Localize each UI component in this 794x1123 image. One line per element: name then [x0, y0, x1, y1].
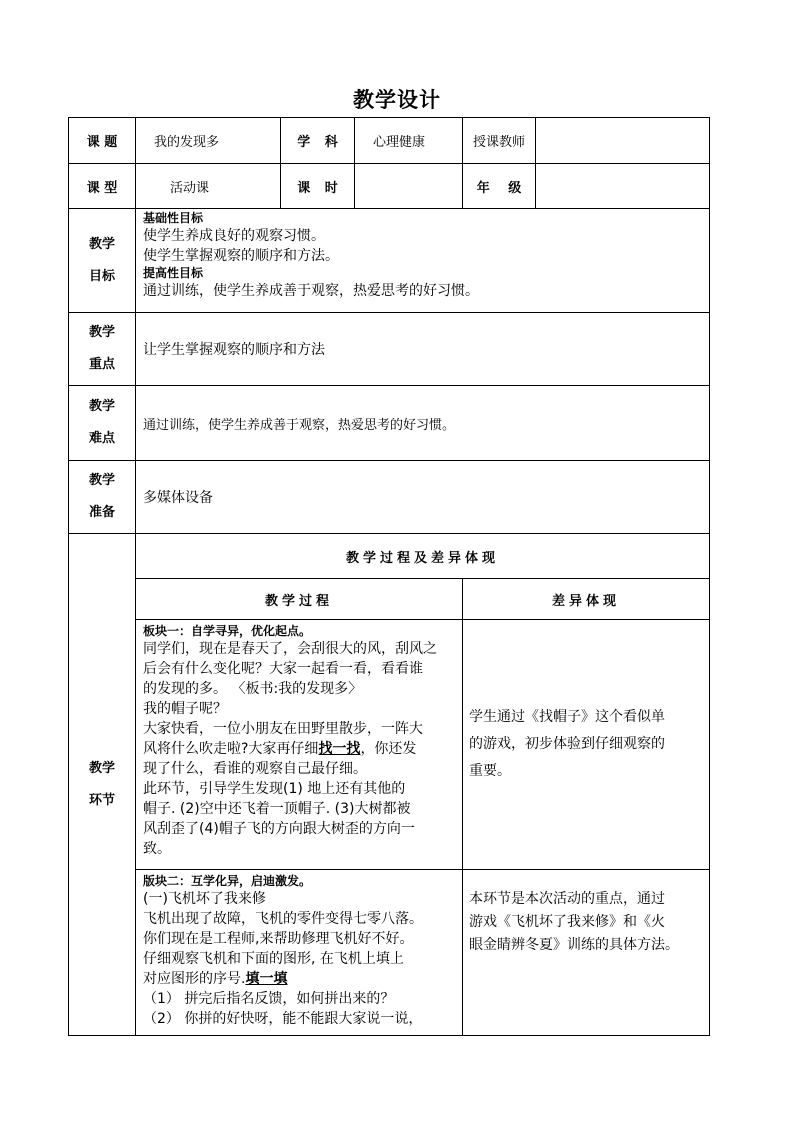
- block2-line: 仔细观察飞机和下面的图形, 在飞机上填上: [143, 951, 404, 967]
- hours-value: [355, 164, 463, 209]
- difficulty-text: 通过训练，使学生养成善于观察，热爱思考的好习惯。: [136, 386, 710, 461]
- label-focus-b: 重点: [88, 357, 115, 372]
- row-topic: [69, 118, 710, 164]
- block2-diff-line: 本环节是本次活动的重点，通过: [469, 891, 665, 907]
- label-prep: [69, 461, 136, 534]
- goals-content: [136, 209, 710, 313]
- block1-diff: [463, 620, 710, 870]
- basic-goals-heading: 基础性目标: [143, 211, 204, 225]
- block1-line: 我的帽子呢？: [143, 701, 227, 717]
- grade-value: [536, 164, 710, 209]
- label-type: 课 型: [69, 164, 136, 209]
- block1-line: 大家快看，一位小朋友在田野里散步，一阵大: [143, 721, 423, 737]
- label-prep-b: 准备: [88, 505, 115, 520]
- block1-line: 后会有什么变化呢？大家一起看一看，看看谁: [143, 661, 423, 677]
- label-goals-b: 目标: [88, 268, 115, 284]
- teacher-value: [536, 118, 710, 164]
- label-grade: 年 级: [463, 164, 536, 209]
- block2-line: [143, 969, 456, 989]
- block1-line: 帽子. (2)空中还飞着一顶帽子. (3)大树都被: [143, 801, 411, 817]
- label-subject: 学 科: [281, 118, 355, 164]
- block2-line: (一)飞机坏了我来修: [143, 891, 266, 907]
- block2-text: 对应图形的序号.: [143, 971, 246, 987]
- label-process: [69, 534, 136, 1036]
- block1-line: 现了什么，看谁的观察自己最仔细。: [143, 761, 367, 777]
- block1-diff-line: 重要。: [469, 763, 511, 779]
- label-hours: 课 时: [281, 164, 355, 209]
- col-diff-header: 差异体现: [463, 579, 710, 620]
- basic-goal-2: 使学生掌握观察的顺序和方法。: [143, 248, 339, 264]
- col-process-header: 教学过程: [136, 579, 463, 620]
- block2-underlined: 填一填: [245, 971, 288, 987]
- advanced-goal-1: 通过训练，使学生养成善于观察，热爱思考的好习惯。: [143, 283, 479, 299]
- block2-line: 飞机出现了故障，飞机的零件变得七零八落。: [143, 911, 423, 927]
- block2-diff-line: 游戏《飞机坏了我来修》和《火: [469, 914, 665, 930]
- block1-heading: 板块一：自学寻异，优化起点。: [143, 624, 312, 638]
- label-focus-a: 教学: [88, 325, 115, 340]
- row-block2: [69, 870, 710, 1036]
- block1-underlined: 找一找: [318, 741, 361, 757]
- block1-line: [143, 739, 456, 759]
- basic-goal-1: 使学生养成良好的观察习惯。: [143, 228, 325, 244]
- block1-text: 风将什么吹走啦?大家再仔细: [143, 741, 319, 757]
- block1-line: 同学们，现在是春天了，会刮很大的风，刮风之: [143, 641, 437, 657]
- label-teacher: 授课教师: [463, 118, 536, 164]
- type-value: 活动课: [136, 164, 281, 209]
- label-difficulty-b: 难点: [88, 431, 115, 446]
- prep-text: 多媒体设备: [136, 461, 710, 534]
- block1-process: [136, 620, 463, 870]
- block2-heading: 版块二：互学化异，启迪激发。: [143, 874, 312, 888]
- label-goals-a: 教学: [88, 236, 115, 252]
- block2-line: （1） 拼完后指名反馈，如何拼出来的？: [143, 991, 395, 1007]
- block1-text: ，你还发: [360, 741, 417, 757]
- block2-diff: [463, 870, 710, 1036]
- lesson-plan-table: [68, 117, 710, 1036]
- block1-diff-line: 的游戏，初步体验到仔细观察的: [469, 736, 665, 752]
- label-prep-a: 教学: [88, 473, 115, 488]
- advanced-goals-heading: 提高性目标: [143, 266, 204, 280]
- block1-line: 致。: [143, 841, 171, 857]
- row-process-header: [69, 534, 710, 579]
- label-focus: [69, 313, 136, 386]
- label-difficulty-a: 教学: [88, 399, 115, 414]
- block2-process: [136, 870, 463, 1036]
- row-process-columns: [69, 579, 710, 620]
- row-type: [69, 164, 710, 209]
- block1-line: 的发现的多。 〈板书:我的发现多〉: [143, 681, 363, 697]
- row-focus: [69, 313, 710, 386]
- block1-diff-line: 学生通过《找帽子》这个看似单: [469, 709, 665, 725]
- block2-line: （2） 你拼的好快呀，能不能跟大家说一说，: [143, 1011, 423, 1027]
- row-block1: [69, 620, 710, 870]
- label-process-a: 教学: [88, 760, 115, 776]
- block1-line: 风刮歪了(4)帽子飞的方向跟大树歪的方向一: [143, 821, 415, 837]
- block1-line: 此环节，引导学生发现(1) 地上还有其他的: [143, 781, 406, 797]
- label-topic: 课 题: [69, 118, 136, 164]
- process-header: 教学过程及差异体现: [136, 534, 710, 579]
- document-title: 教学设计: [353, 88, 441, 112]
- block2-diff-line: 眼金睛辨冬夏》训练的具体方法。: [469, 937, 679, 953]
- row-prep: [69, 461, 710, 534]
- row-goals: [69, 209, 710, 313]
- topic-value: 我的发现多: [136, 118, 281, 164]
- label-process-b: 环节: [88, 792, 115, 808]
- label-difficulty: [69, 386, 136, 461]
- row-difficulty: [69, 386, 710, 461]
- subject-value: 心理健康: [355, 118, 463, 164]
- block2-line: 你们现在是工程师,来帮助修理飞机好不好。: [143, 931, 414, 947]
- focus-text: 让学生掌握观察的顺序和方法: [136, 313, 710, 386]
- label-goals: [69, 209, 136, 313]
